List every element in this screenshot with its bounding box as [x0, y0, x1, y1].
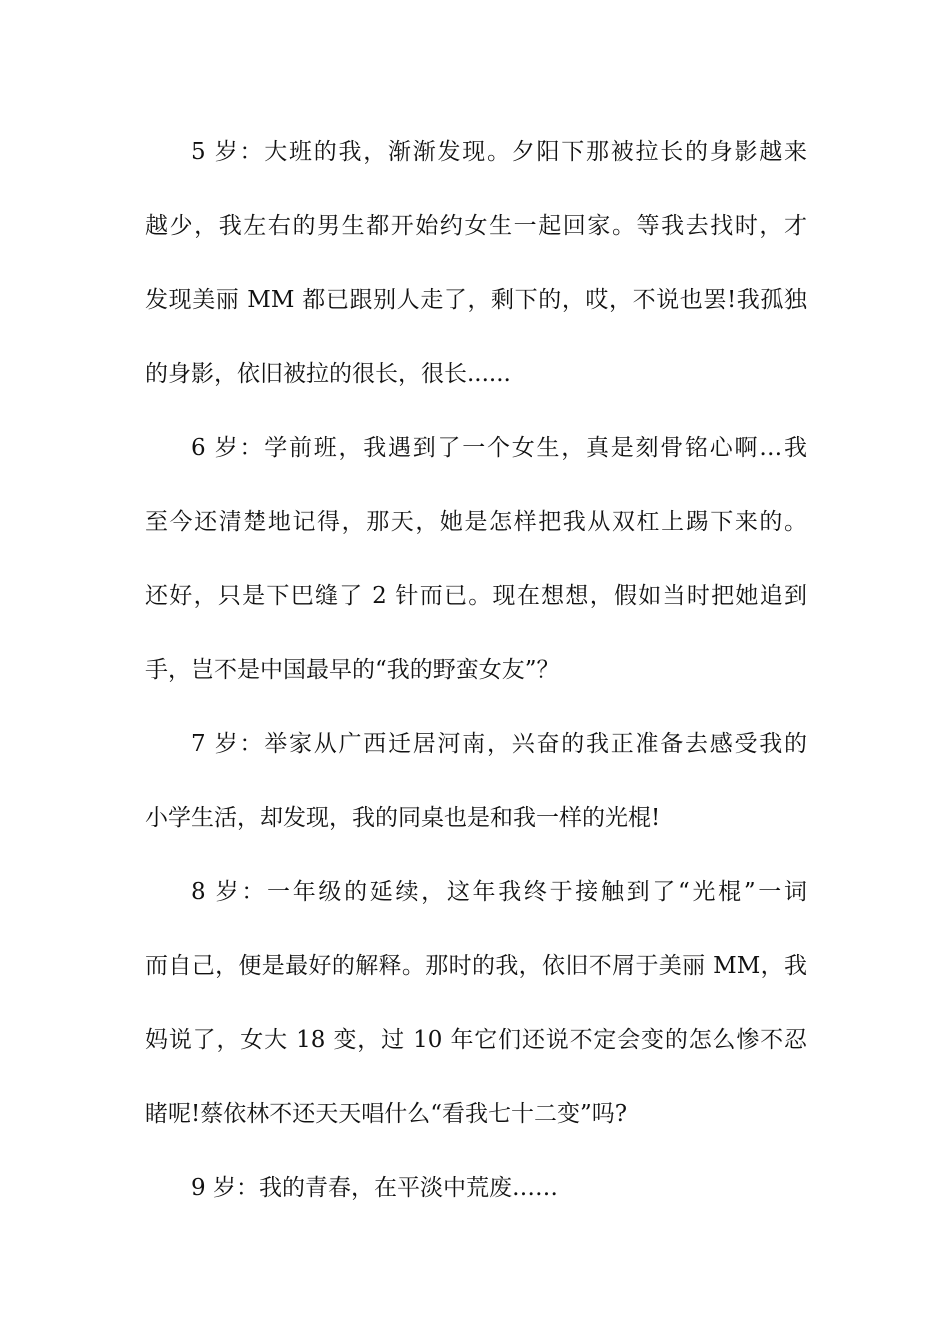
paragraph-age-9	[145, 1158, 807, 1232]
text-line: 9 岁：我的青春，在平淡中荒废……	[191, 1175, 558, 1201]
text-line: 7 岁：举家从广西迁居河南，兴奋的我正准备去感受我的	[191, 731, 807, 757]
text-line: 手，岂不是中国最早的“我的野蛮女友”？	[145, 657, 560, 683]
text-line: 越少，我左右的男生都开始约女生一起回家。等我去找时，才	[145, 213, 807, 239]
document-body	[145, 122, 807, 1232]
paragraph-age-5	[145, 122, 807, 418]
text-line: 小学生活，却发现，我的同桌也是和我一样的光棍!	[145, 805, 661, 831]
paragraph-age-6	[145, 418, 807, 714]
text-line: 5 岁：大班的我，渐渐发现。夕阳下那被拉长的身影越来	[191, 139, 807, 165]
text-line: 而自己，便是最好的解释。那时的我，依旧不屑于美丽 MM，我	[145, 953, 807, 979]
text-line: 至今还清楚地记得，那天，她是怎样把我从双杠上踢下来的。	[145, 509, 807, 535]
text-line: 妈说了，女大 18 变，过 10 年它们还说不定会变的怎么惨不忍	[145, 1027, 807, 1053]
text-line: 8 岁：一年级的延续，这年我终于接触到了“光棍”一词	[191, 879, 807, 905]
text-line: 发现美丽 MM 都已跟别人走了，剩下的，哎，不说也罢!我孤独	[145, 287, 807, 313]
text-line: 的身影，依旧被拉的很长，很长......	[145, 361, 511, 387]
paragraph-age-7	[145, 714, 807, 862]
text-line: 睹呢!蔡依林不还天天唱什么“看我七十二变”吗?	[145, 1101, 628, 1127]
text-line: 还好，只是下巴缝了 2 针而已。现在想想，假如当时把她追到	[145, 583, 807, 609]
paragraph-age-8	[145, 862, 807, 1158]
text-line: 6 岁：学前班，我遇到了一个女生，真是刻骨铭心啊…我	[191, 435, 807, 461]
